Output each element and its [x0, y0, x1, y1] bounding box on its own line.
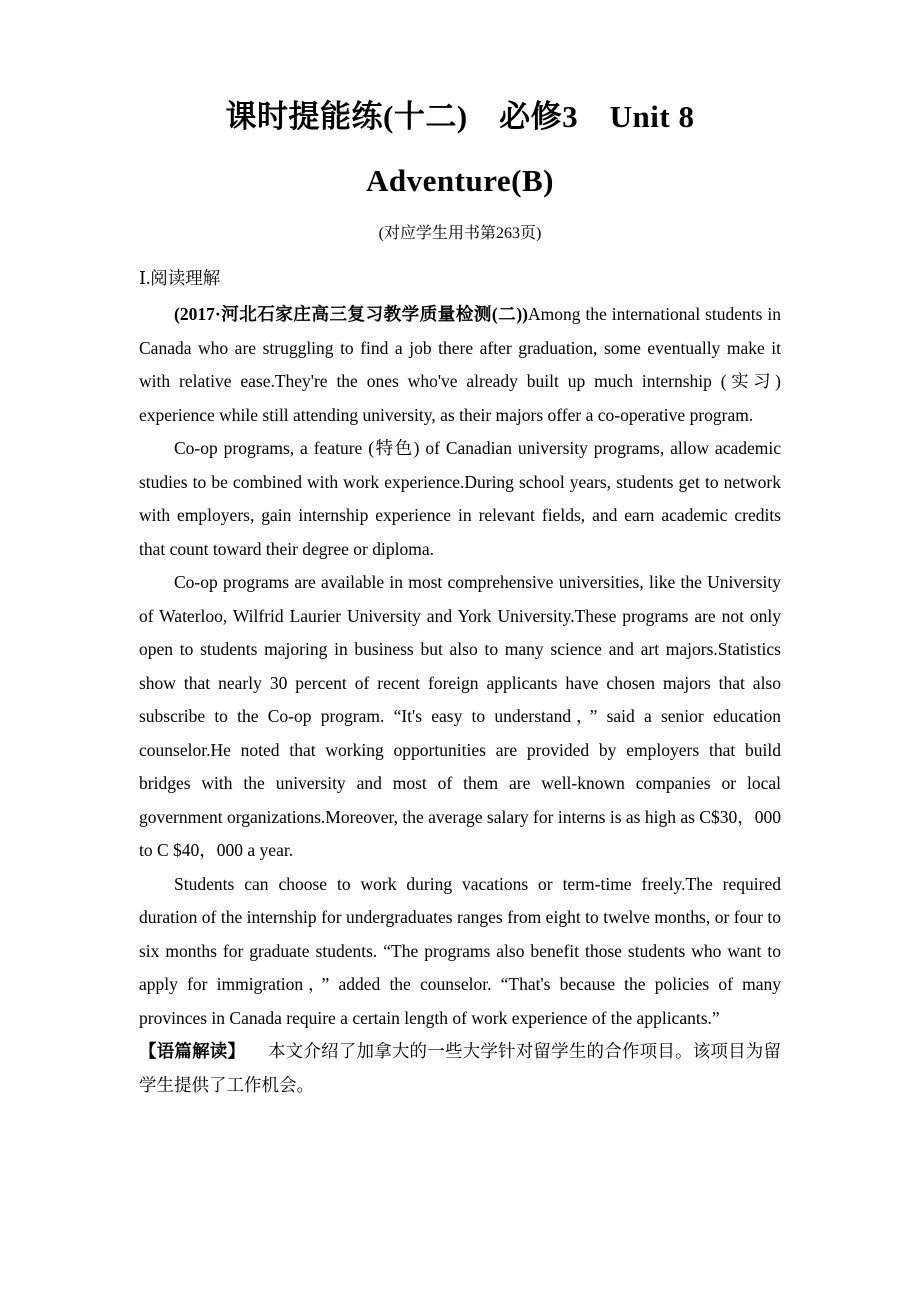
paragraph-lead: 【语篇解读】 [139, 1041, 246, 1061]
body-paragraph [139, 298, 781, 432]
section-heading-reading-comprehension: Ⅰ.阅读理解 [139, 268, 221, 288]
paragraph-lead: (2017·河北石家庄高三复习教学质量检测(二)) [174, 304, 529, 324]
paragraph-text: Among the international students in Canada who are struggling to find a job there after graduation, some eventually make it with relative ease.They're the ones who've already built up much internship (实习) experience while still attending university, as their majors offer a co‐operative program. [139, 304, 781, 425]
paragraph-text: Co‐op programs are available in most comprehensive universities, like the University of Waterloo, Wilfrid Laurier University and York University.These programs are not only open to students majoring in business but also to many science and art majors.Statistics show that nearly 30 percent of recent foreign applicants have chosen majors that also subscribe to the Co-op program. “It's easy to understand，” said a senior education counselor.He noted that working opportunities are provided by employers that build bridges with the university and most of them are well‐known companies or local government organizations.Moreover, the average salary for interns is as high as C$30，000 to C $40，000 a year. [139, 572, 781, 860]
article-body [139, 298, 781, 1102]
document-title-line1: 课时提能练(十二) 必修3 Unit 8 [225, 99, 695, 134]
document-header [139, 98, 781, 244]
paragraph-text: Co‐op programs, a feature (特色) of Canadian university programs, allow academic studies to be combined with work experience.During school years, students get to network with employers, gain internship experience in relevant fields, and earn academic credits that count toward their degree or diploma. [139, 438, 781, 559]
body-paragraph [139, 868, 781, 1036]
paragraph-text: 本文介绍了加拿大的一些大学针对留学生的合作项目。该项目为留学生提供了工作机会。 [139, 1041, 782, 1095]
paragraph-text: Students can choose to work during vacations or term‐time freely.The required duration of the internship for undergraduates ranges from eight to twelve months, or four to six months for graduate students. “The programs also benefit those students who want to apply for immigration，” added the counselor. “That's because the policies of many provinces in Canada require a certain length of work experience of the applicants.” [139, 873, 781, 1028]
student-book-page-reference: (对应学生用书第263页) [378, 225, 542, 242]
document-title-line2: Adventure(B) [366, 163, 554, 198]
body-paragraph [139, 432, 781, 566]
reading-note-paragraph [139, 1035, 781, 1102]
body-paragraph [139, 566, 781, 868]
